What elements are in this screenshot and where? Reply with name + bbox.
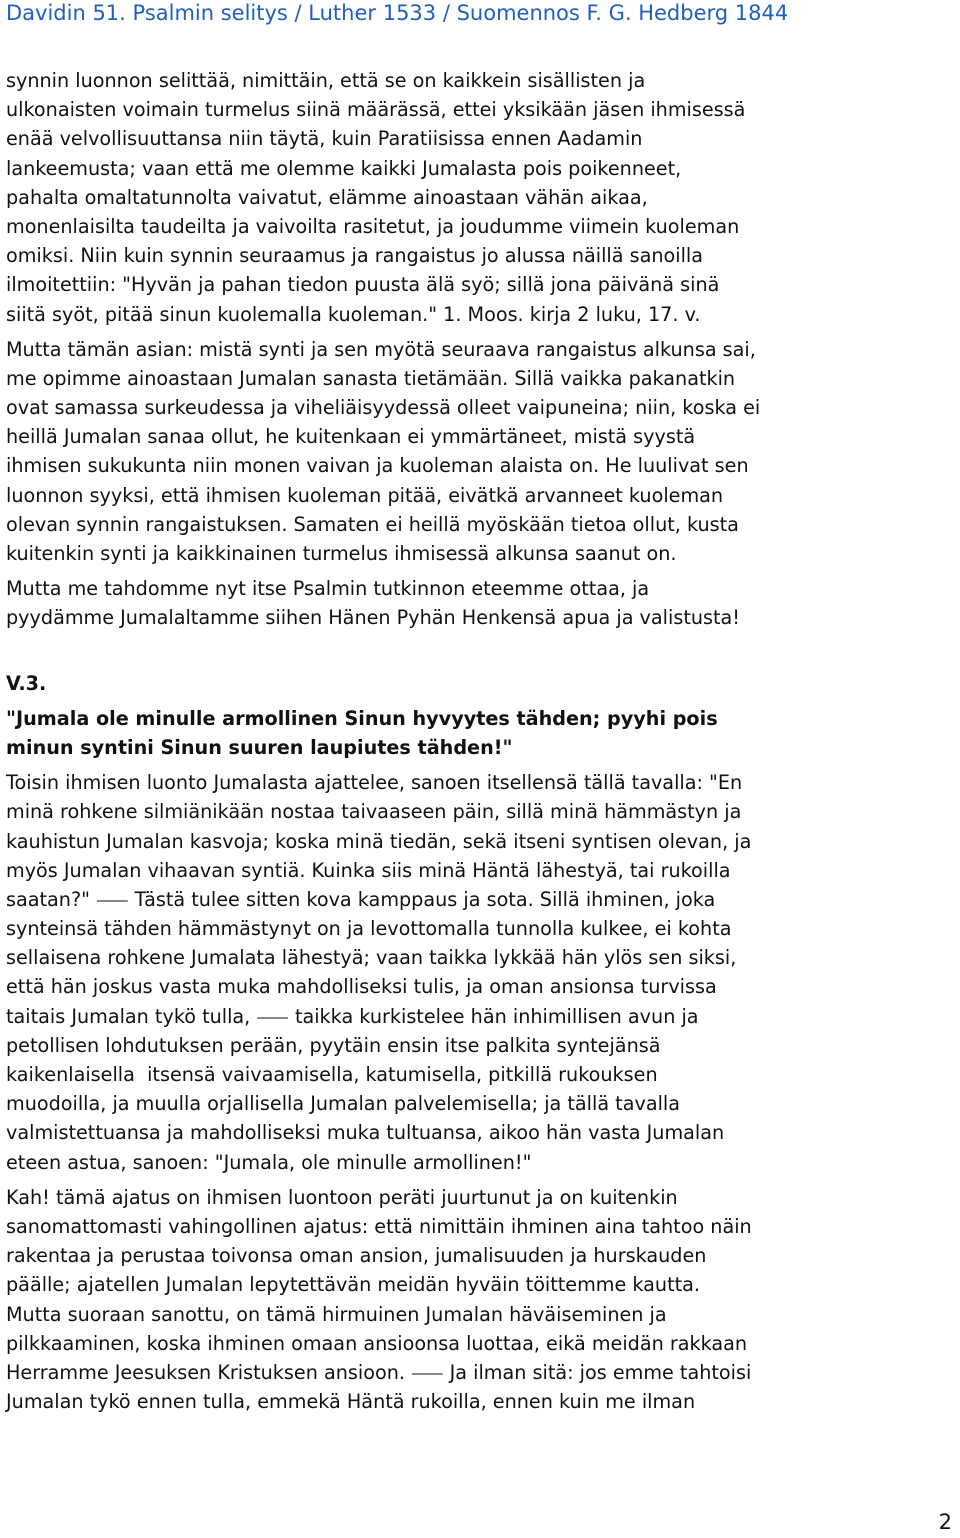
text-line: ulkonaisten voimain turmelus siinä määrässä, ettei yksikään jäsen ihmisessä [6,98,746,122]
verse-section [6,669,956,763]
verse-quote-line: "Jumala ole minulle armollinen Sinun hyvyytes tähden; pyyhi pois [6,706,718,730]
text-line: kaikenlaisella itsensä vaivaamisella, katumisella, pitkillä rukouksen [6,1063,658,1086]
text-line: Herramme Jeesuksen Kristuksen ansioon. ⸺ Ja ilman sitä: jos emme tahtoisi [6,1360,752,1384]
text-line: Mutta me tahdomme nyt itse Psalmin tutkinnon eteemme ottaa, ja [6,577,650,601]
text-line: minä rohkene silmiänikään nostaa taivaaseen päin, sillä minä hämmästyn ja [6,800,742,824]
text-line: pahalta omaltatunnolta vaivatut, elämme ainoastaan vähän aikaa, [6,185,648,209]
text-line: sellaisena rohkene Jumalata lähestyä; vaan taikka lykkää hän ylös sen siksi, [6,946,737,970]
text-line: että hän joskus vasta muka mahdolliseksi tulis, ja oman ansionsa turvissa [6,975,717,999]
text-line: pyydämme Jumalaltamme siihen Hänen Pyhän Henkensä apua ja valistusta! [6,606,740,630]
text-line: päälle; ajatellen Jumalan lepytettävän meidän hyväin töittemme kautta. [6,1273,700,1297]
document-body [6,66,956,1416]
text-line: olevan synnin rangaistuksen. Samaten ei heillä myöskään tietoa ollut, kusta [6,512,739,536]
text-line: taitais Jumalan tykö tulla, ⸺ taikka kurkistelee hän inhimillisen avun ja [6,1004,699,1028]
paragraph [6,768,956,1177]
text-line: kuitenkin synti ja kaikkinainen turmelus ihmisessä alkunsa saanut on. [6,542,677,565]
page-number: 2 [938,1510,952,1534]
text-line: petollisen lohdutuksen perään, pyytäin ensin itse palkita syntejänsä [6,1033,661,1057]
text-line: rakentaa ja perustaa toivonsa oman ansion, jumalisuuden ja hurskauden [6,1244,707,1268]
text-line: Kah! tämä ajatus on ihmisen luontoon peräti juurtunut ja on kuitenkin [6,1185,678,1209]
text-line: Mutta tämän asian: mistä synti ja sen myötä seuraava rangaistus alkunsa sai, [6,337,756,361]
text-line: me opimme ainoastaan Jumalan sanasta tietämään. Sillä vaikka pakanatkin [6,366,736,390]
verse-quote-line: minun syntini Sinun suuren laupiutes tähden!" [6,735,513,759]
text-line: enää velvollisuuttansa niin täytä, kuin Paratiisissa ennen Aadamin [6,127,643,151]
text-line: siitä syöt, pitää sinun kuolemalla kuoleman." 1. Moos. kirja 2 luku, 17. v. [6,302,701,326]
text-line: saatan?" ⸺ Tästä tulee sitten kova kamppaus ja sota. Sillä ihminen, joka [6,887,716,911]
text-line: ihmisen sukukunta niin monen vaivan ja kuoleman alaista on. He luulivat sen [6,454,749,478]
text-line: pilkkaaminen, koska ihminen omaan ansioonsa luottaa, eikä meidän rakkaan [6,1331,748,1355]
text-line: lankeemusta; vaan että me olemme kaikki Jumalasta pois poikenneet, [6,156,682,180]
text-line: omiksi. Niin kuin synnin seuraamus ja rangaistus jo alussa näillä sanoilla [6,244,704,268]
paragraph [6,335,956,569]
text-line: heillä Jumalan sanaa ollut, he kuitenkaan ei ymmärtäneet, mistä syystä [6,425,696,449]
paragraph [6,66,956,329]
text-line: valmistettuansa ja mahdolliseksi muka tultuansa, aikoo hän vasta Jumalan [6,1121,725,1145]
text-line: sanomattomasti vahingollinen ajatus: että nimittäin ihminen aina tahtoo näin [6,1214,752,1238]
text-line: ilmoitettiin: "Hyvän ja pahan tiedon puusta älä syö; sillä jona päivänä sinä [6,273,720,297]
text-line: synnin luonnon selittää, nimittäin, että se on kaikkein sisällisten ja [6,69,646,92]
text-line: monenlaisilta taudeilta ja vaivoilta rasitetut, ja joudumme viimein kuoleman [6,214,740,238]
text-line: Jumalan tykö ennen tulla, emmekä Häntä rukoilla, ennen kuin me ilman [6,1390,696,1414]
text-line: eteen astua, sanoen: "Jumala, ole minulle armollinen!" [6,1150,532,1174]
text-line: kauhistun Jumalan kasvoja; koska minä tiedän, sekä itseni syntisen olevan, ja [6,829,752,853]
text-line: Mutta suoraan sanottu, on tämä hirmuinen Jumalan häväiseminen ja [6,1302,667,1326]
text-line: ovat samassa surkeudessa ja viheliäisyydessä olleet vaipuneina; niin, koska ei [6,396,761,420]
verse-label: V.3. [6,671,47,695]
text-line: muodoilla, ja muulla orjallisella Jumalan palvelemisella; ja tällä tavalla [6,1092,680,1116]
text-line: Toisin ihmisen luonto Jumalasta ajattelee, sanoen itsellensä tällä tavalla: "En [6,771,743,795]
document-header: Davidin 51. Psalmin selitys / Luther 1533 / Suomennos F. G. Hedberg 1844 [6,1,789,25]
paragraph [6,1183,956,1417]
text-line: myös Jumalan vihaavan syntiä. Kuinka siis minä Häntä lähestyä, tai rukoilla [6,858,731,882]
text-line: synteinsä tähden hämmästynyt on ja levottomalla tunnolla kulkee, ei kohta [6,917,732,941]
paragraph [6,574,956,632]
text-line: luonnon syyksi, että ihmisen kuoleman pitää, eivätkä arvanneet kuoleman [6,483,724,507]
